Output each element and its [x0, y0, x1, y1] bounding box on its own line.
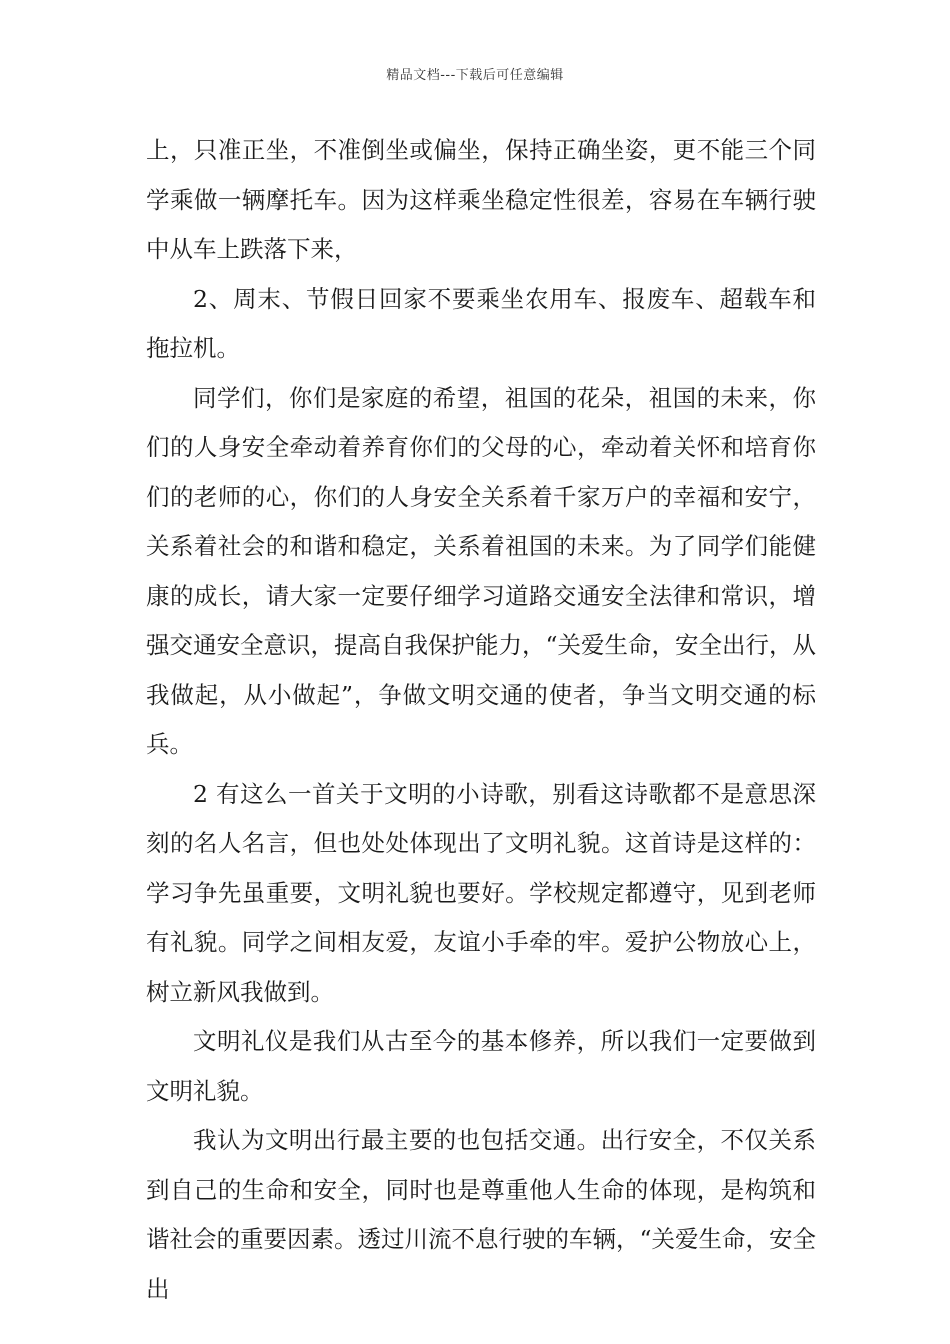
paragraph-students: 同学们，你们是家庭的希望，祖国的花朵，祖国的未来，你们的人身安全牵动着养育你们的父母的心，牵动着关怀和培育你们的老师的心，你们的人身安全关系着千家万户的幸福和安宁，关系着社会的和谐和稳定，关系着祖国的未来。为了同学们能健康的成长，请大家一定要仔细学习道路交通安全法律和常识，增强交通安全意识，提高自我保护能力，“关爱生命，安全出行，从我做起，从小做起”，争做文明交通的使者，争当文明交通的标兵。	[146, 383, 817, 758]
paragraph-continuation: 上，只准正坐，不准倒坐或偏坐，保持正确坐姿，更不能三个同学乘做一辆摩托车。因为这样乘坐稳定性很差，容易在车辆行驶中从车上跌落下来，	[146, 136, 816, 263]
paragraph-etiquette: 文明礼仪是我们从古至今的基本修养，所以我们一定要做到文明礼貌。	[146, 1027, 816, 1105]
page-header: 精品文档---下载后可任意编辑	[386, 68, 564, 83]
paragraph-item-2: 2、周末、节假日回家不要乘坐农用车、报废车、超载车和拖拉机。	[146, 284, 816, 362]
document-body	[146, 126, 816, 1314]
paragraph-poem: 2 有这么一首关于文明的小诗歌，别看这诗歌都不是意思深刻的名人名言，但也处处体现出了文明礼貌。这首诗是这样的：学习争先虽重要，文明礼貌也要好。学校规定都遵守，见到老师有礼貌。同学之间相友爱，友谊小手牵的牢。爱护公物放心上，树立新风我做到。	[146, 779, 816, 1006]
paragraph-traffic: 我认为文明出行最主要的也包括交通。出行安全，不仅关系到自己的生命和安全，同时也是尊重他人生命的体现，是构筑和谐社会的重要因素。透过川流不息行驶的车辆，“关爱生命，安全出	[146, 1126, 817, 1303]
